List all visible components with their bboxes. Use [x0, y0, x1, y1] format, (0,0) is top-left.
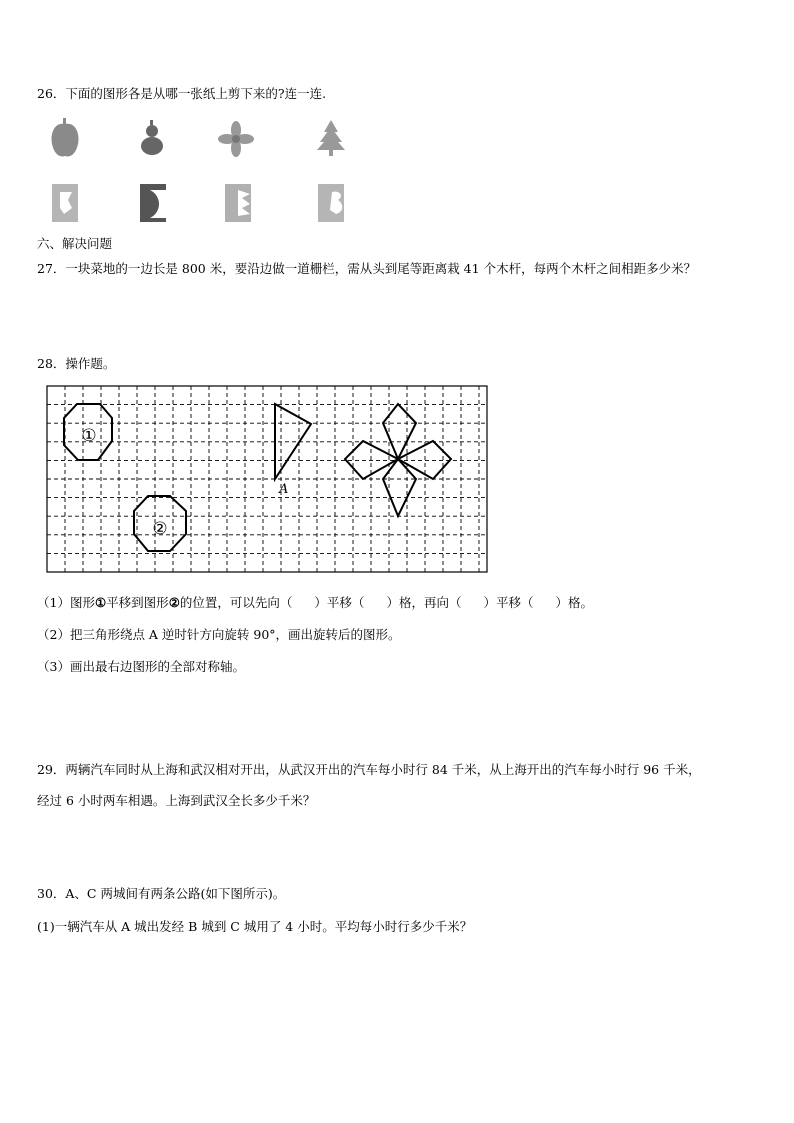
grid-figure	[40, 380, 500, 580]
tree-shape-icon	[317, 120, 345, 156]
question-29-line-2: 经过 6 小时两车相遇。上海到武汉全长多少千米？	[37, 793, 316, 808]
circled-one: ①	[94, 595, 107, 610]
gourd-shape-icon	[141, 120, 163, 155]
apple-shape-icon	[52, 118, 79, 157]
sub-question-2: （2）把三角形绕点 A 逆时针方向旋转 90°，画出旋转后的图形。	[37, 627, 401, 642]
question-28-title: 28．操作题。	[37, 356, 116, 371]
octagon-1-label: ①	[81, 426, 97, 446]
sub-question-1: （1）图形①平移到图形②的位置，可以先向（ ）平移（ ）格，再向（ ）平移（ ）格。	[37, 595, 593, 610]
flower-shape-icon	[218, 121, 254, 157]
question-30-line-2: (1)一辆汽车从 A 城出发经 B 城到 C 城用了 4 小时。平均每小时行多少千米？	[37, 919, 473, 934]
paper-piece-3-icon	[225, 184, 251, 222]
paper-piece-4-icon	[318, 184, 344, 222]
octagon-2-label: ②	[152, 519, 168, 539]
cutout-shapes-row	[0, 112, 794, 182]
question-30-line-1: 30．A、C 两城间有两条公路(如下图所示)。	[37, 886, 286, 901]
section-6-heading: 六、解决问题	[37, 236, 113, 251]
question-26: 26．下面的图形各是从哪一张纸上剪下来的?连一连.	[37, 86, 327, 101]
sub-question-3: （3）画出最右边图形的全部对称轴。	[37, 659, 245, 674]
question-27: 27．一块菜地的一边长是 800 米，要沿边做一道栅栏，需从头到尾等距离栽 41 个木杆，每两个木杆之间相距多少米？	[37, 261, 697, 276]
paper-piece-2-icon	[140, 184, 166, 222]
question-29-line-1: 29．两辆汽车同时从上海和武汉相对开出，从武汉开出的汽车每小时行 84 千米，从上海开出的汽车每小时行 96 千米，	[37, 762, 701, 777]
circled-two: ②	[168, 595, 180, 610]
paper-piece-1-icon	[52, 184, 78, 222]
point-a-label: A	[279, 482, 289, 497]
paper-pieces-row	[0, 180, 794, 230]
